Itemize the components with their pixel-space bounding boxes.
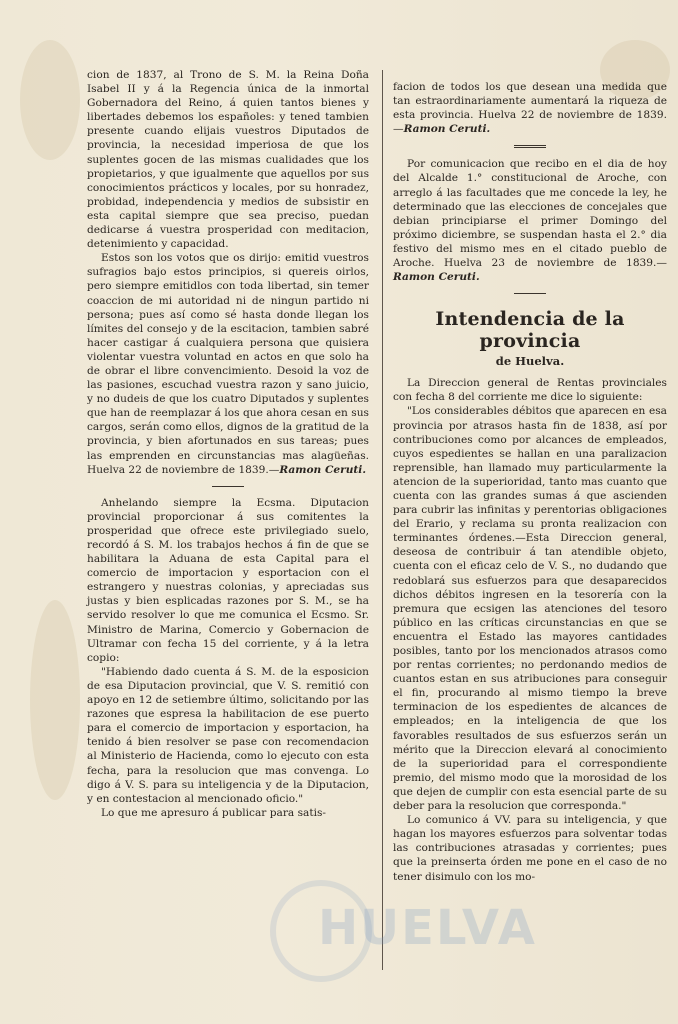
- paper-stain: [30, 600, 80, 800]
- paragraph: Estos son los votos que os dirijo: emitid vuestros sufragios bajo estos principios, si quereis oirlos, pero siempre emitidlos con toda libertad, sin temer coaccion de mi autoridad ni de ningun partido ni persona; pues así como sé hasta donde llegan los límites del consejo y de la escitacion, tambien sabré hacer castigar á cualquiera persona que quisiera violentar vuestra voluntad en actos en que solo ha de obrar el libre convencimiento. Desoid la voz de las pasiones, escuchad vuestra razon y sano juicio, y no dudeis de que los cuatro Diputados y suplentes que han de reemplazar á los que ahora cesan en sus cargos, serán como ellos, dignos de la gratitud de la provincia, y bien afortunados en sus tareas; pues las emprenden en circunstancias mas alagüeñas. Huelva 22 de noviembre de 1839.—Ramon Ceruti.: [87, 252, 369, 476]
- right-column: [393, 80, 667, 884]
- section-separator: [212, 486, 244, 487]
- left-column: [87, 68, 369, 820]
- signature: Ramon Ceruti.: [393, 271, 480, 284]
- paragraph: La Direccion general de Rentas provinciales con fecha 8 del corriente me dice lo siguiente:: [393, 377, 667, 404]
- column-rule: [382, 70, 383, 970]
- library-watermark: HUELVA: [318, 900, 537, 956]
- paragraph: Por comunicacion que recibo en el dia de hoy del Alcalde 1.° constitucional de Aroche, con arreglo á las facultades que me concede la ley, he determinado que las elecciones de concejales que debian principiarse el primer Domingo del próximo diciembre, se suspendan hasta el 2.° dia festivo del mismo mes en el citado pueblo de Aroche. Huelva 23 de noviembre de 1839.—Ramon Ceruti.: [393, 158, 667, 284]
- paragraph: Lo comunico á VV. para su inteligencia, y que hagan los mayores esfuerzos para solventar todas las contribuciones atrasadas y corrientes; pues que la preinserta órden me pone en el caso de no tener disimulo con los mo-: [393, 814, 667, 883]
- paragraph: Anhelando siempre la Ecsma. Diputacion provincial proporcionar á sus comitentes la prosperidad que ofrece este privilegiado suelo, recordó á S. M. los trabajos hechos á fin de que se habilitara la Aduana de esta Capital para el comercio de importacion y esportacion con el estrangero y nuestras colonias, y apreciadas sus justas y bien esplicadas razones por S. M., se ha servido resolver lo que me comunica el Ecsmo. Sr. Ministro de Marina, Comercio y Gobernacion de Ultramar con fecha 15 del corriente, y á la letra copio:: [87, 496, 369, 664]
- paragraph: Lo que me apresuro á publicar para satis-: [101, 806, 326, 819]
- section-separator: [514, 293, 546, 294]
- signature: Ramon Ceruti.: [403, 123, 491, 136]
- signature: Ramon Ceruti.: [279, 463, 367, 476]
- paper-stain: [20, 40, 80, 160]
- section-subheading: de Huelva.: [495, 354, 565, 369]
- section-separator: [514, 145, 546, 148]
- paragraph: "Los considerables débitos que aparecen en esa provincia por atrasos hasta fin de 1838, así por contribuciones como por alcances de empleados, cuyos espedientes se hallan en una paralizacion reprensible, han llamado muy particularmente la atencion de la superioridad, tanto mas cuanto que cuenta con las grandes sumas á que ascienden para cubrir las infinitas y perentorias obligaciones del Erario, y reclama su pronta realizacion con terminantes órdenes.—Esta Direccion general, deseosa de contribuir á tan atendible objeto, cuenta con el eficaz celo de V. S., no dudando que redoblará sus esfuerzos para que desaparecidos dichos débitos ingresen en la tesorería con la premura que ecsigen las atenciones del tesoro público en las críticas circunstancias en que se encuentra el Estado las mayores cantidades posibles, tanto por los mencionados atrasos como por rentas corrientes; no perdonando medios de cuantos estan en sus atribuciones para conseguir el fin, procurando al mismo tiempo la breve terminacion de los espedientes de alcances de empleados; en la inteligencia de que los favorables resultados de sus esfuerzos serán un mérito que la Direccion elevará al conocimiento de la superioridad para el correspondiente premio, del mismo modo que la morosidad de los que dejen de cumplir con esta esencial parte de su deber para la resolucion que corresponda.": [393, 405, 667, 813]
- paragraph: facion de todos los que desean una medida que tan estraordinariamente aumentará la riqueza de esta provincia. Huelva 22 de noviembre de 1839.—Ramon Ceruti.: [393, 81, 667, 136]
- paragraph: "Habiendo dado cuenta á S. M. de la esposicion de esa Diputacion provincial, que V. S. remitió con apoyo en 12 de setiembre último, solicitando por las razones que espresa la habilitacion de ese puerto para el comercio de importacion y esportacion, ha tenido á bien resolver se pase con recomendacion al Ministerio de Hacienda, como lo ejecuto con esta fecha, para la resolucion que mas convenga. Lo digo á V. S. para su inteligencia y de la Diputacion, y en contestacion al mencionado oficio.": [87, 665, 369, 805]
- section-heading: Intendencia de la provincia: [435, 308, 625, 353]
- paragraph: cion de 1837, al Trono de S. M. la Reina Doña Isabel II y á la Regencia única de la inmortal Gobernadora del Reino, á quien tantos bienes y libertades debemos los españoles: y tened tambien presente cuando elijais vuestros Diputados de provincia, la necesidad imperiosa de que los suplentes gocen de las mismas cualidades que los propietarios, y que igualmente que aquellos por sus conocimientos prácticos y locales, por su honradez, probidad, independencia y medios de subsistir en esta capital siempre que sea preciso, puedan dedicarse á vuestra prosperidad con meditacion, detenimiento y capacidad.: [87, 69, 369, 251]
